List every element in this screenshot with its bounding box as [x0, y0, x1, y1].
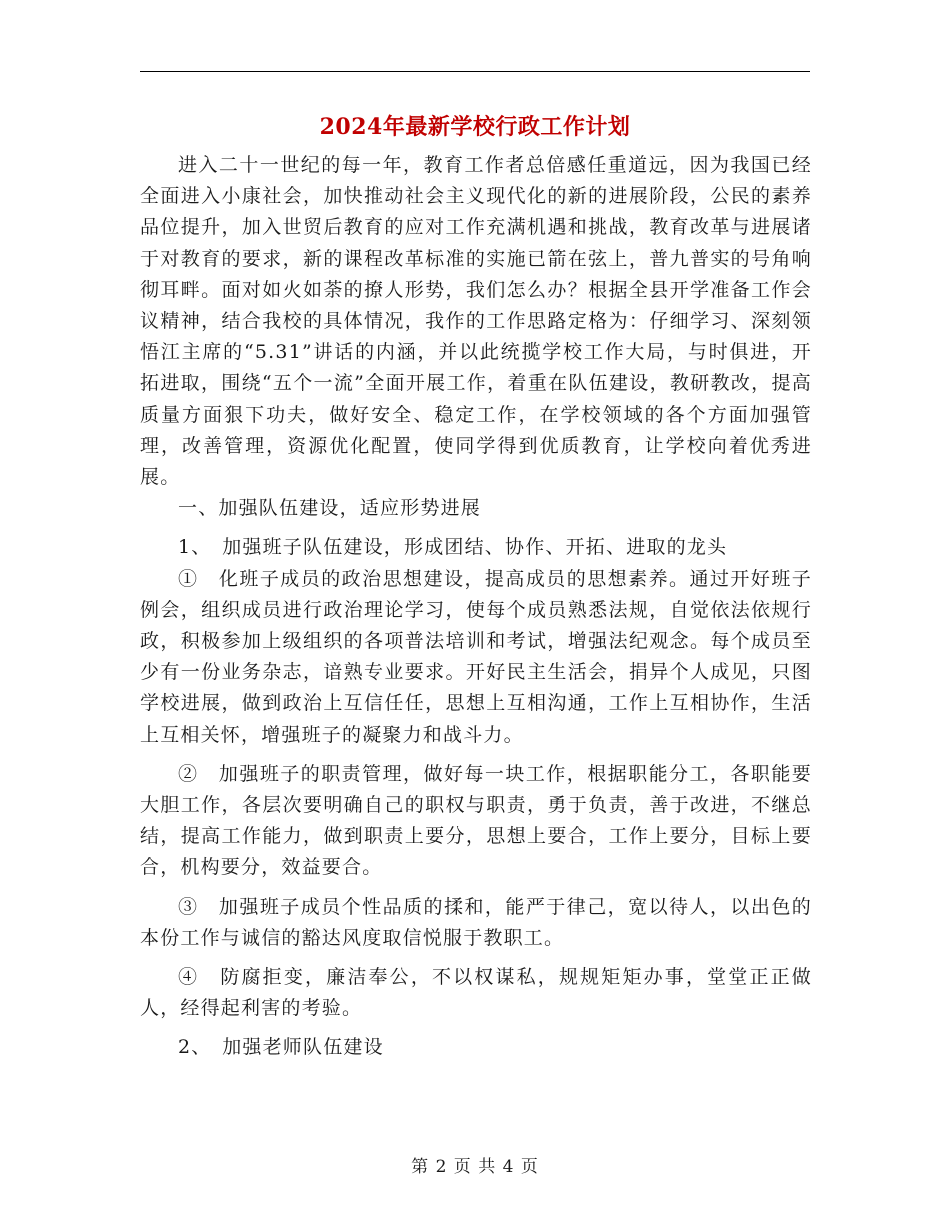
- page-footer: 第 2 页 共 4 页: [411, 1157, 539, 1177]
- intro-paragraph: 进入二十一世纪的每一年，教育工作者总倍感任重道远，因为我国已经全面进入小康社会，加快推动社会主义现代化的新的进展阶段，公民的素养品位提升，加入世贸后教育的应对工作充满机遇和挑战，教育改革与进展诸于对教育的要求，新的课程改革标准的实施已箭在弦上，普九普实的号角响彻耳畔。面对如火如荼的撩人形势，我们怎么办？根据全县开学准备工作会议精神，结合我校的具体情况，我作的工作思路定格为：仔细学习、深刻领悟江主席的“5.31”讲话的内涵，并以此统揽学校工作大局，与时俱进，开拓进取，围绕“五个一流”全面开展工作，着重在队伍建设，教研教改，提高质量方面狠下功夫，做好安全、稳定工作，在学校领域的各个方面加强管理，改善管理，资源优化配置，使同学得到优质教育，让学校向着优秀进展。: [140, 154, 812, 489]
- subsection-heading-2: 2、 加强老师队伍建设: [178, 1036, 384, 1059]
- subsection-heading-1: 1、 加强班子队伍建设，形成团结、协作、开拓、进取的龙头: [178, 536, 728, 559]
- item-paragraph-2: ② 加强班子的职责管理，做好每一块工作，根据职能分工，各职能要大胆工作，各层次要明确自己的职权与职责，勇于负责，善于改进，不继总结，提高工作能力，做到职责上要分，思想上要合，工作上要分，目标上要合，机构要分，效益要合。: [140, 762, 812, 879]
- item-paragraph-1: ① 化班子成员的政治思想建设，提高成员的思想素养。通过开好班子例会，组织成员进行政治理论学习，使每个成员熟悉法规，自觉依法依规行政，积极参加上级组织的各项普法培训和考试，增强法纪观念。每个成员至少有一份业务杂志，谙熟专业要求。开好民主生活会，捐异个人成见，只图学校进展，做到政治上互信任任，思想上互相沟通，工作上互相协作，生活上互相关怀，增强班子的凝聚力和战斗力。: [140, 567, 812, 746]
- section-heading-1: 一、加强队伍建设，适应形势进展: [178, 497, 482, 520]
- item-paragraph-3: ③ 加强班子成员个性品质的揉和，能严于律己，宽以待人，以出色的本份工作与诚信的豁达风度取信悦服于教职工。: [140, 895, 812, 949]
- item-paragraph-4: ④ 防腐拒变，廉洁奉公，不以权谋私，规规矩矩办事，堂堂正正做人，经得起利害的考验。: [140, 966, 812, 1020]
- document-body: [140, 150, 812, 1064]
- header-rule: [140, 71, 810, 72]
- document-title: 2024年最新学校行政工作计划: [319, 114, 631, 140]
